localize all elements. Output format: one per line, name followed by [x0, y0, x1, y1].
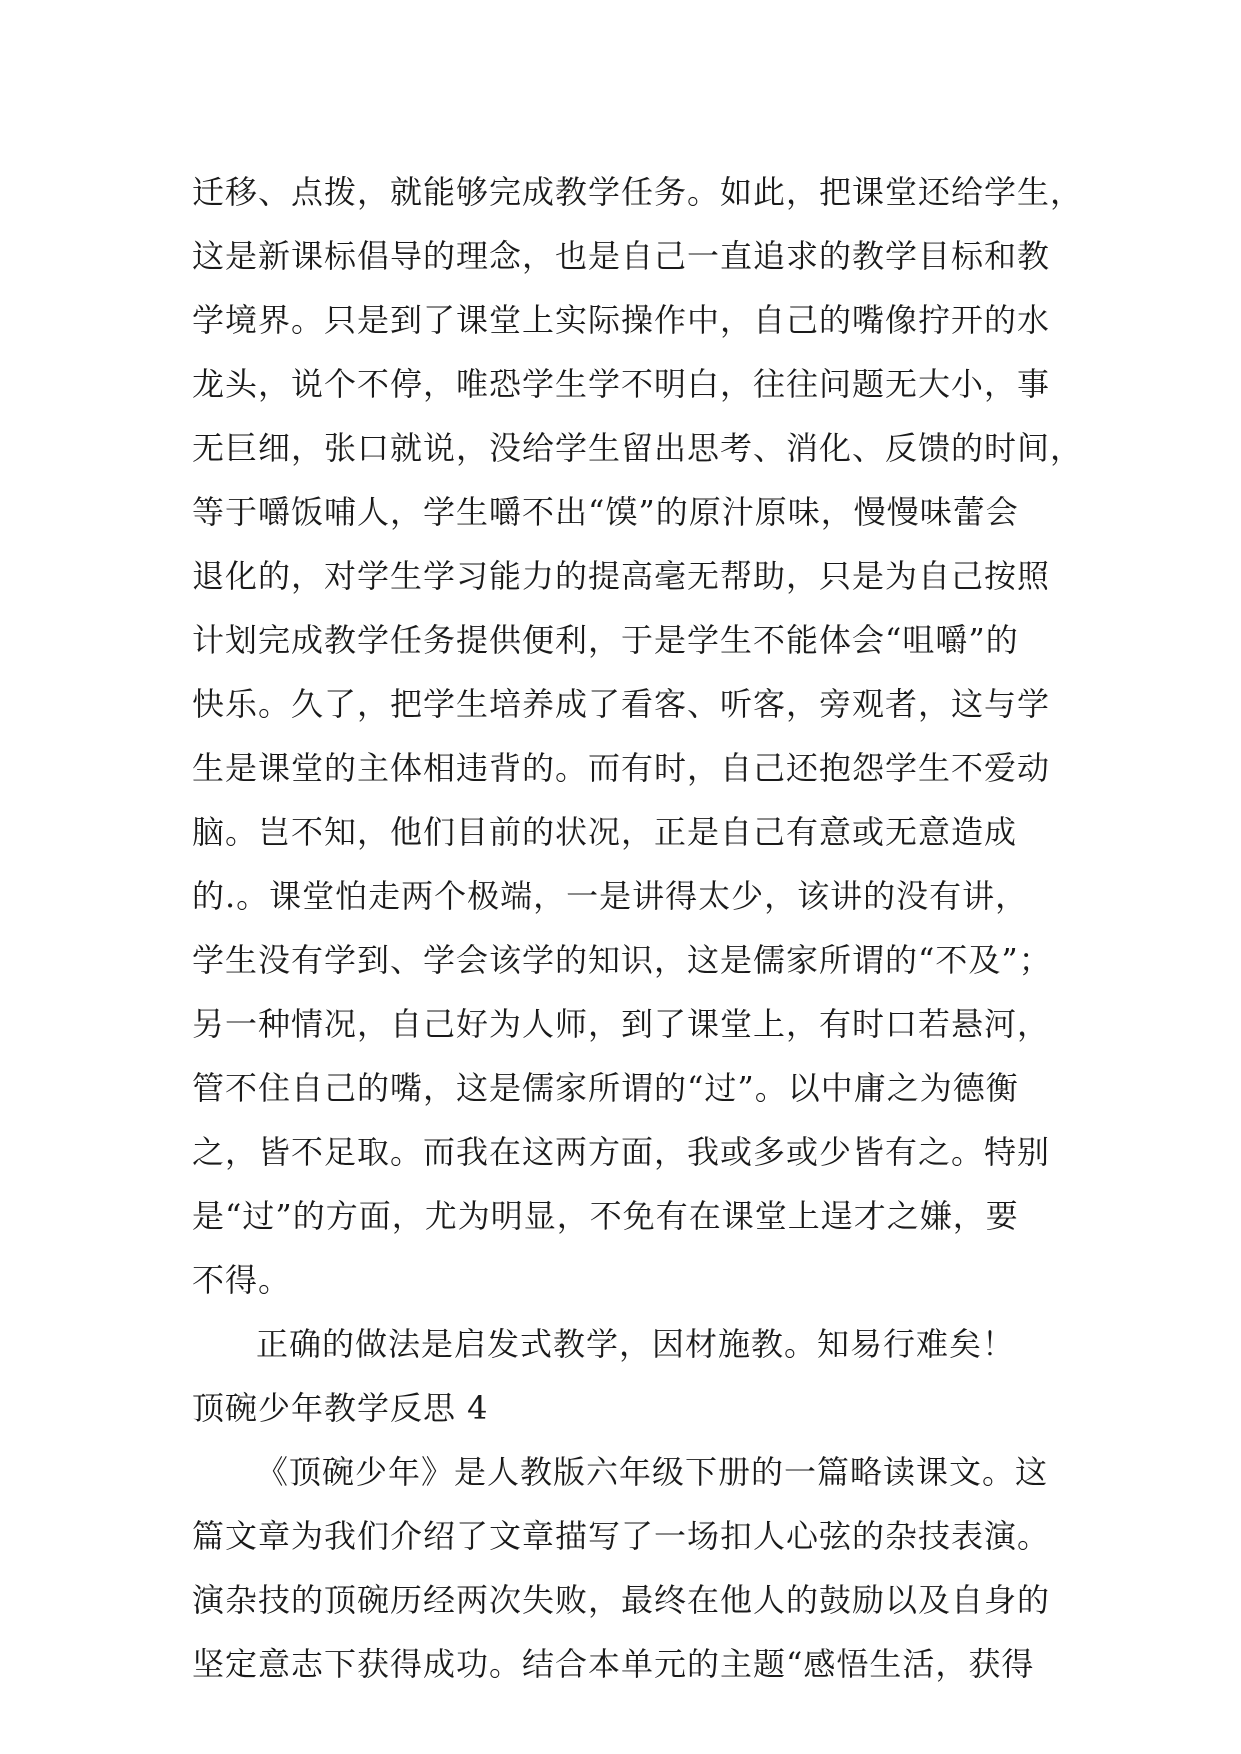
text-line: 等于嚼饭哺人，学生嚼不出“馍”的原汁原味，慢慢味蕾会: [192, 493, 1019, 531]
text-line: 坚定意志下获得成功。结合本单元的主题“感悟生活，获得: [192, 1645, 1035, 1683]
text-line: 无巨细，张口就说，没给学生留出思考、消化、反馈的时间，: [192, 429, 1084, 467]
text-line: 学生没有学到、学会该学的知识，这是儒家所谓的“不及”；: [192, 941, 1052, 979]
text-line: 快乐。久了，把学生培养成了看客、听客，旁观者，这与学: [192, 685, 1051, 723]
text-line: 生是课堂的主体相违背的。而有时，自己还抱怨学生不爱动: [192, 749, 1051, 787]
text-line: 退化的，对学生学习能力的提高毫无帮助，只是为自己按照: [192, 557, 1051, 595]
text-line: 迁移、点拨，就能够完成教学任务。如此，把课堂还给学生，: [192, 173, 1084, 211]
paragraph-line: 《顶碗少年》是人教版六年级下册的一篇略读课文。这: [256, 1453, 1049, 1491]
text-line: 篇文章为我们介绍了文章描写了一场扣人心弦的杂技表演。: [192, 1517, 1051, 1555]
text-line: 之，皆不足取。而我在这两方面，我或多或少皆有之。特别: [192, 1133, 1051, 1171]
text-line: 学境界。只是到了课堂上实际操作中，自己的嘴像拧开的水: [192, 301, 1051, 339]
text-line: 演杂技的顶碗历经两次失败，最终在他人的鼓励以及自身的: [192, 1581, 1051, 1619]
text-line: 这是新课标倡导的理念，也是自己一直追求的教学目标和教: [192, 237, 1051, 275]
section-heading: 顶碗少年教学反思 4: [192, 1389, 489, 1427]
text-line: 另一种情况，自己好为人师，到了课堂上，有时口若悬河，: [192, 1005, 1051, 1043]
text-line: 的.。课堂怕走两个极端，一是讲得太少，该讲的没有讲，: [192, 877, 1029, 915]
paragraph-line: 正确的做法是启发式教学，因材施教。知易行难矣！: [256, 1325, 1016, 1363]
text-line: 脑。岂不知，他们目前的状况，正是自己有意或无意造成: [192, 813, 1018, 851]
text-line: 龙头，说个不停，唯恐学生学不明白，往往问题无大小，事: [192, 365, 1051, 403]
text-line: 不得。: [192, 1261, 292, 1299]
body-text: [192, 160, 1084, 1696]
text-line: 计划完成教学任务提供便利，于是学生不能体会“咀嚼”的: [192, 621, 1019, 659]
text-line: 是“过”的方面，尤为明显，不免有在课堂上逞才之嫌，要: [192, 1197, 1019, 1235]
text-line: 管不住自己的嘴，这是儒家所谓的“过”。以中庸之为德衡: [192, 1069, 1019, 1107]
